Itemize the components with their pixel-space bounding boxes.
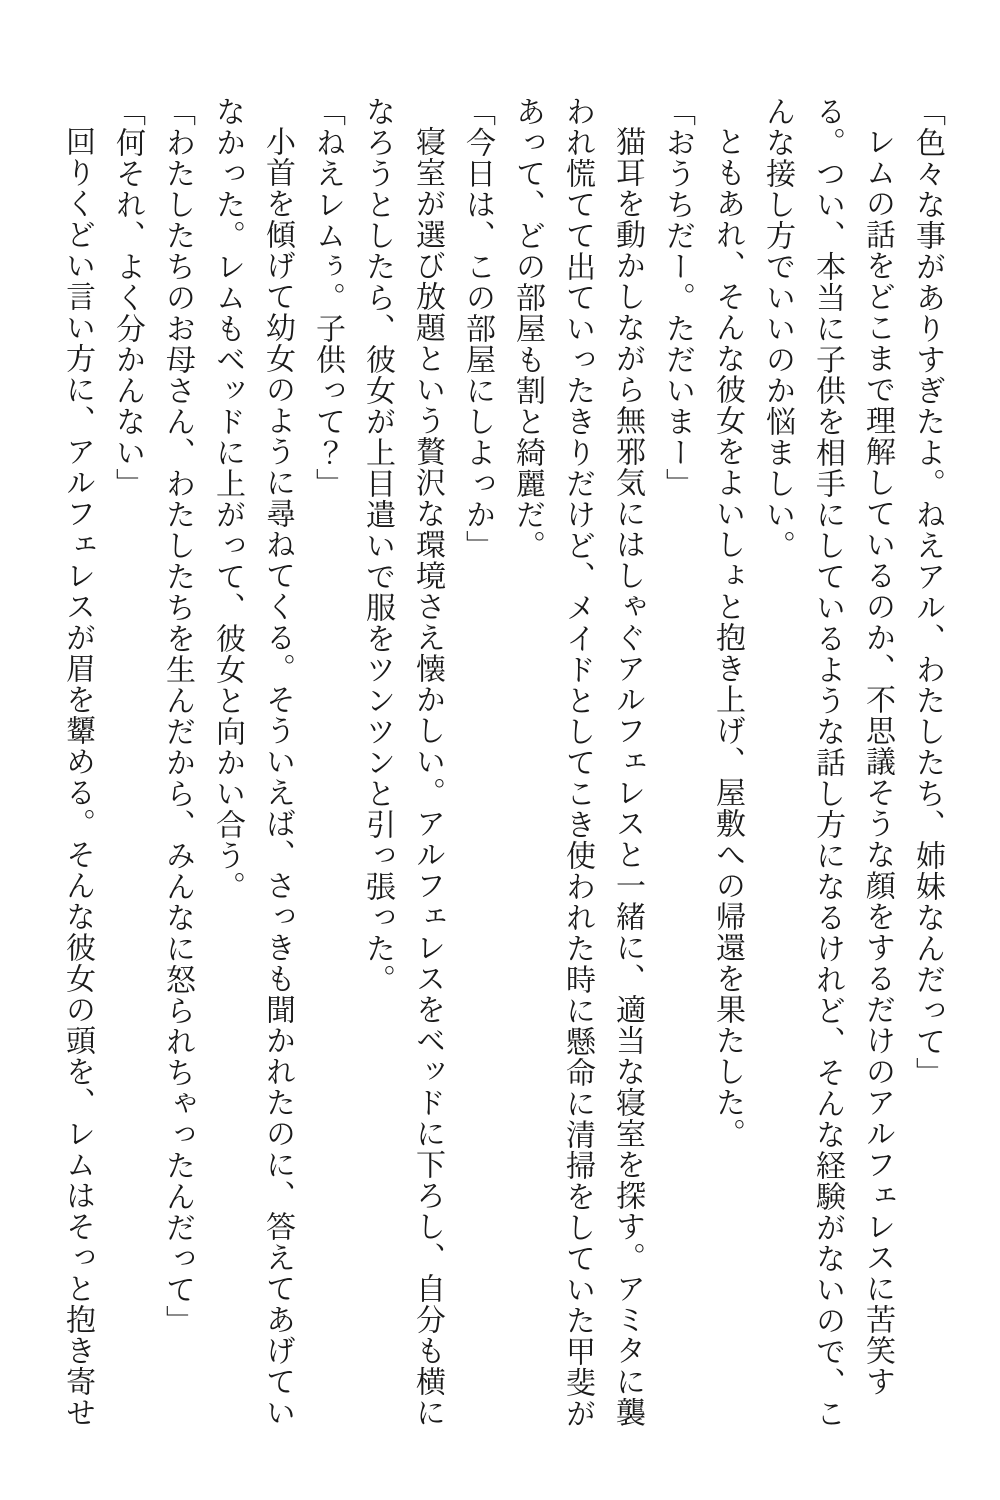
text-line: 小首を傾げて幼女のように尋ねてくる。そういえば、さっきも聞かれたのに、答えてあげてい	[261, 126, 294, 1428]
text-line: 猫耳を動かしながら無邪気にはしゃぐアルフェレスと一緒に、適当な寝室を探す。アミタに襲	[611, 126, 644, 1428]
text-line: なろうとしたら、彼女が上目遣いで服をツンツンと引っ張った。	[361, 96, 394, 995]
text-line: 「おうちだー。ただいまー」	[661, 96, 694, 499]
text-line: 「わたしたちのお母さん、わたしたちを生んだから、みんなに怒られちゃったんだって」	[161, 96, 194, 1336]
text-line: 「ねえレムぅ。子供って？」	[311, 96, 344, 499]
text-line: 回りくどい言い方に、アルフェレスが眉を顰める。そんな彼女の頭を、レムはそっと抱き寄せ	[61, 126, 94, 1428]
text-line: る。つい、本当に子供を相手にしているような話し方になるけれど、そんな経験がないので、こ	[811, 96, 844, 1429]
text-line: 「色々な事がありすぎたよ。ねえアル、わたしたち、姉妹なんだって」	[911, 96, 944, 1088]
text-line: 「何それ、よく分かんない」	[111, 96, 144, 499]
text-line: あって、どの部屋も割と綺麗だ。	[511, 96, 544, 561]
text-line: われ慌てて出ていったきりだけど、メイドとしてこき使われた時に懸命に清掃をしていた甲斐が	[561, 96, 594, 1429]
text-line: ともあれ、そんな彼女をよいしょと抱き上げ、屋敷への帰還を果たした。	[711, 126, 744, 1149]
text-line: なかった。レムもベッドに上がって、彼女と向かい合う。	[211, 96, 244, 902]
vertical-text-block	[52, 96, 952, 1448]
text-line: 「今日は、この部屋にしよっか」	[461, 96, 494, 561]
text-line: レムの話をどこまで理解しているのか、不思議そうな顔をするだけのアルフェレスに苦笑す	[861, 126, 894, 1397]
text-line: 寝室が選び放題という贅沢な環境さえ懐かしい。アルフェレスをベッドに下ろし、自分も横に	[411, 126, 444, 1428]
text-line: んな接し方でいいのか悩ましい。	[761, 96, 794, 561]
